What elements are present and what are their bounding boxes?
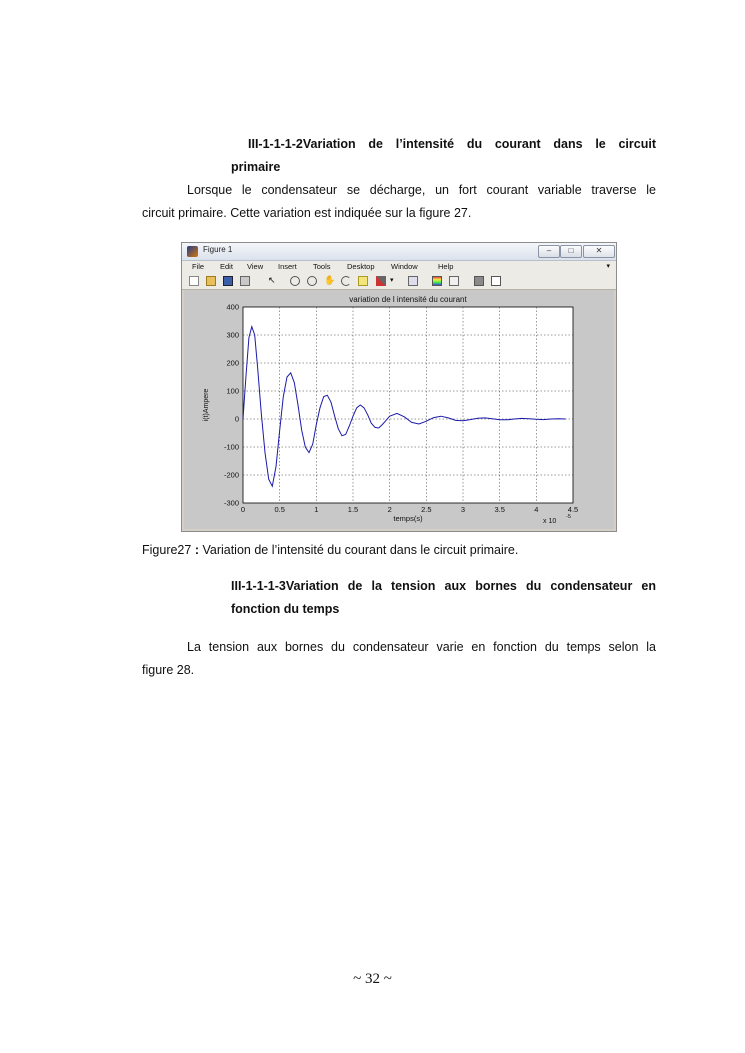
x-axis-label: temps(s) (393, 514, 423, 523)
x-tick-label: 2 (387, 505, 392, 514)
caption-label: Figure27 (142, 543, 192, 557)
print-icon[interactable] (240, 276, 250, 286)
matlab-figure-window (181, 242, 617, 532)
open-folder-icon[interactable] (206, 276, 216, 286)
close-button[interactable]: ✕ (583, 245, 615, 258)
y-axis-label: i(t)Ampere (203, 388, 210, 422)
menu-window[interactable]: Window (391, 262, 418, 271)
rotate-icon[interactable] (341, 276, 351, 286)
menu-insert[interactable]: Insert (278, 262, 297, 271)
zoom-in-icon[interactable] (290, 276, 300, 286)
chart-title: variation de l intensité du courant (349, 295, 467, 304)
menu-desktop[interactable]: Desktop (347, 262, 375, 271)
pointer-icon[interactable]: ↖ (268, 275, 276, 285)
x-tick-label: 4 (534, 505, 539, 514)
link-plot-icon[interactable] (408, 276, 418, 286)
link-icon[interactable]: ▾ (390, 277, 394, 284)
menu-view[interactable]: View (247, 262, 264, 271)
matlab-logo-icon (187, 246, 198, 257)
colorbar-icon[interactable] (432, 276, 442, 286)
brush-icon[interactable] (376, 276, 386, 286)
zoom-out-icon[interactable] (307, 276, 317, 286)
x-tick-label: 4.5 (567, 505, 579, 514)
figure-titlebar[interactable] (182, 243, 616, 261)
x-tick-label: 3.5 (494, 505, 505, 514)
menu-edit[interactable]: Edit (220, 262, 233, 271)
y-tick-label: -100 (223, 442, 239, 452)
caption-separator: : (191, 543, 199, 557)
caption-text: Variation de l’intensité du courant dans le circuit primaire. (198, 543, 519, 557)
section-heading-voltage-continued: fonction du temps (231, 602, 340, 616)
paragraph-voltage-line2: figure 28. (142, 663, 195, 677)
page-number: ~ 32 ~ (353, 971, 392, 987)
paragraph-voltage-line1: La tension aux bornes du condensateur varie en fonction du temps selon la (187, 640, 656, 654)
y-tick-label: 100 (226, 386, 239, 396)
legend-icon[interactable] (449, 276, 459, 286)
menubar-overflow-icon[interactable]: ▾ (606, 263, 610, 270)
current-chart (184, 290, 614, 530)
maximize-button[interactable]: □ (560, 245, 582, 258)
figure-menubar (182, 261, 616, 273)
x-tick-label: 1 (314, 505, 319, 514)
x-tick-label: 0 (240, 505, 246, 514)
x-multiplier-label: x 10 (543, 518, 557, 525)
figure-window-title: Figure 1 (203, 245, 233, 254)
plot-area (184, 290, 614, 529)
data-cursor-icon[interactable] (358, 276, 368, 286)
y-tick-label: 200 (226, 358, 239, 368)
menu-file[interactable]: File (192, 262, 205, 271)
y-tick-label: 0 (234, 414, 239, 424)
section-heading-voltage: III-1-1-1-3Variation de la tension aux bornes du condensateur en (231, 579, 656, 593)
hide-tools-icon[interactable] (474, 276, 484, 286)
menu-help[interactable]: Help (438, 262, 454, 271)
x-tick-label: 3 (460, 505, 466, 514)
menu-tools[interactable]: Tools (313, 262, 331, 271)
figure-caption (142, 540, 518, 560)
y-tick-label: -200 (223, 470, 239, 480)
x-tick-label: 2.5 (421, 505, 432, 514)
section-heading-intensity-continued: primaire (231, 160, 281, 174)
paragraph-discharge-line1: Lorsque le condensateur se décharge, un fort courant variable traverse le (187, 183, 656, 197)
show-tools-icon[interactable] (491, 276, 501, 286)
y-tick-label: -300 (223, 498, 239, 508)
y-tick-label: 300 (226, 330, 239, 340)
section-heading-intensity: III-1-1-1-2Variation de l’intensité du courant dans le circuit (248, 137, 656, 151)
save-icon[interactable] (223, 276, 233, 286)
axes-box (243, 307, 573, 503)
x-tick-label: 1.5 (347, 505, 359, 514)
pan-icon[interactable]: ✋ (324, 275, 336, 285)
new-file-icon[interactable] (189, 276, 199, 286)
figure-toolbar (182, 273, 616, 290)
x-tick-label: 0.5 (274, 505, 285, 514)
minimize-button[interactable]: – (538, 245, 560, 258)
paragraph-discharge-line2: circuit primaire. Cette variation est indiquée sur la figure 27. (142, 206, 472, 220)
x-multiplier-exponent: -5 (566, 514, 571, 520)
y-tick-label: 400 (226, 302, 239, 312)
